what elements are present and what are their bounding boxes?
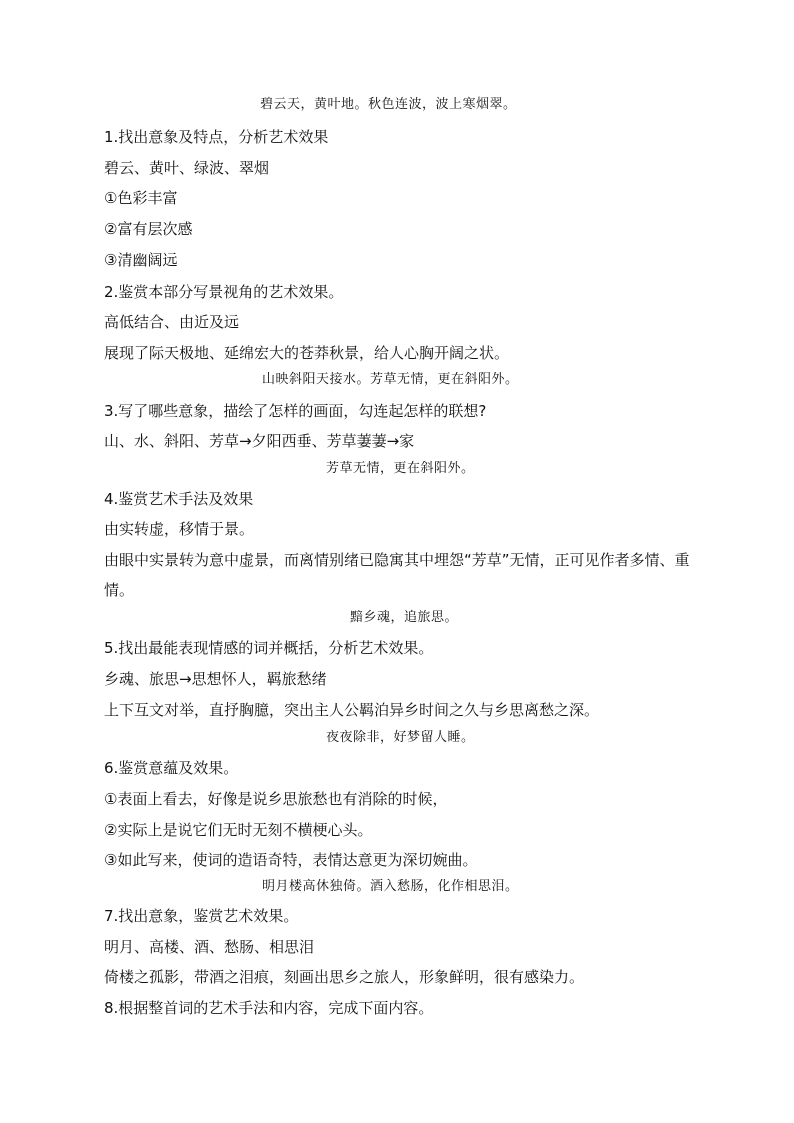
answer-line: 乡魂、旅思→思想怀人，羁旅愁绪 (104, 670, 327, 688)
question-8: 8.根据整首词的艺术手法和内容，完成下面内容。 (104, 999, 434, 1017)
poem-verse-1: 碧云天，黄叶地。秋色连波，波上寒烟翠。 (260, 97, 517, 112)
answer-line: ①表面上看去，好像是说乡思旅愁也有消除的时候， (104, 790, 448, 808)
question-6: 6.鉴赏意蕴及效果。 (104, 759, 239, 777)
question-1: 1.找出意象及特点，分析艺术效果 (104, 128, 329, 146)
poem-verse-5: 夜夜除非，好梦留人睡。 (326, 730, 475, 745)
answer-paragraph: 由眼中实景转为意中虚景，而离情别绪已隐寓其中埋怨“芳草”无情，正可见作者多情、重情。 (104, 551, 690, 599)
answer-line: ③清幽阔远 (104, 251, 178, 269)
question-5: 5.找出最能表现情感的词并概括，分析艺术效果。 (104, 639, 434, 657)
question-7: 7.找出意象，鉴赏艺术效果。 (104, 907, 299, 925)
poem-verse-6: 明月楼高休独倚。酒入愁肠，化作相思泪。 (262, 879, 519, 894)
poem-verse-4: 黯乡魂，追旅思。 (350, 610, 459, 625)
answer-line: 高低结合、由近及远 (104, 313, 240, 331)
question-4: 4.鉴赏艺术手法及效果 (104, 490, 254, 508)
poem-verse-2: 山映斜阳天接水。芳草无情，更在斜阳外。 (262, 372, 519, 387)
poem-verse-3: 芳草无情，更在斜阳外。 (326, 461, 475, 476)
answer-line: 山、水、斜阳、芳草→夕阳西垂、芳草萋萋→家 (104, 432, 415, 450)
answer-line: 由实转虚，移情于景。 (104, 520, 255, 538)
answer-line: ②富有层次感 (104, 220, 193, 238)
answer-line: 倚楼之孤影，带酒之泪痕，刻画出思乡之旅人，形象鲜明，很有感染力。 (104, 968, 585, 986)
answer-line: 明月、高楼、酒、愁肠、相思泪 (104, 938, 315, 956)
answer-line: 上下互文对举，直抒胸臆，突出主人公羁泊异乡时间之久与乡思离愁之深。 (104, 701, 600, 719)
answer-line: 碧云、黄叶、绿波、翠烟 (104, 159, 270, 177)
answer-line: ②实际上是说它们无时无刻不横梗心头。 (104, 821, 373, 839)
answer-line: 展现了际天极地、延绵宏大的苍莽秋景，给人心胸开阔之状。 (104, 344, 510, 362)
answer-line: ③如此写来，使词的造语奇特，表情达意更为深切婉曲。 (104, 851, 478, 869)
question-3: 3.写了哪些意象，描绘了怎样的画面，勾连起怎样的联想? (104, 402, 487, 420)
question-2: 2.鉴赏本部分写景视角的艺术效果。 (104, 283, 344, 301)
answer-line: ①色彩丰富 (104, 189, 178, 207)
